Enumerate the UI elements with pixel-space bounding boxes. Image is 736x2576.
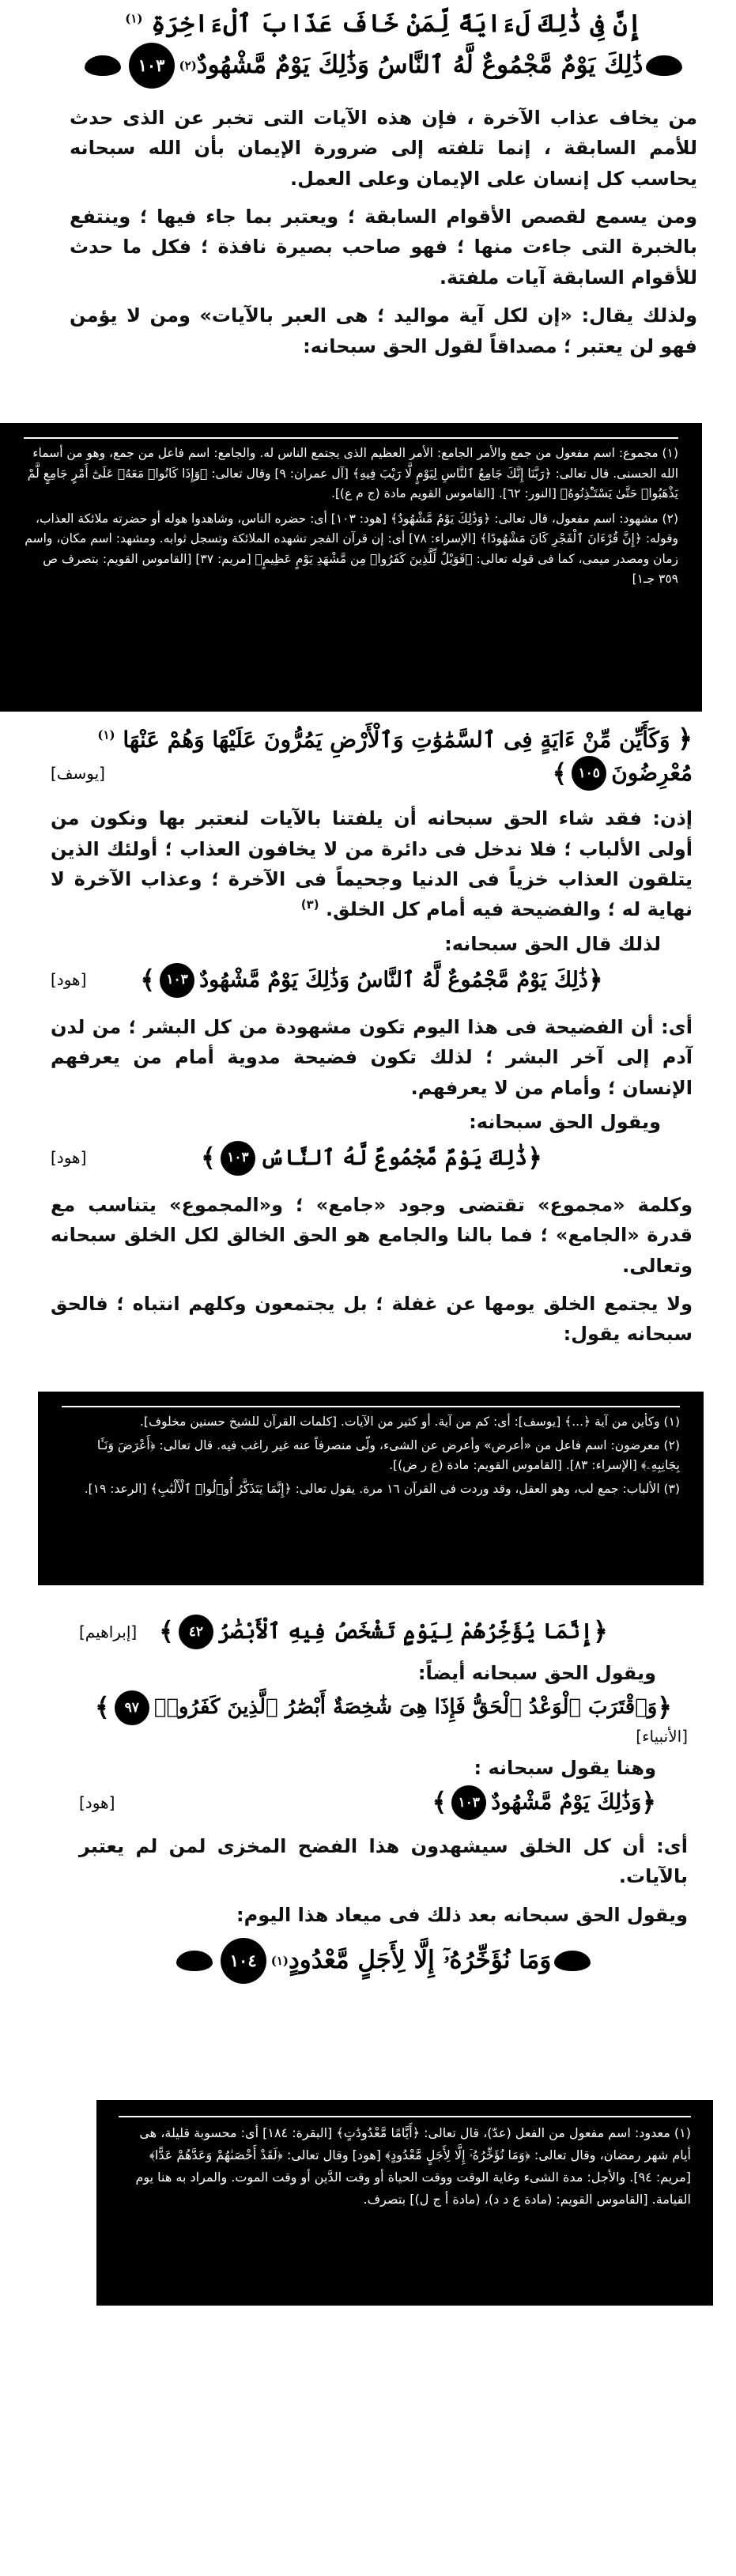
paragraph: ولا يجتمع الخلق يومها عن غفلة ؛ بل يجتمعون وكلهم انتباه ؛ فالحق سبحانه يقول: [51, 1293, 693, 1346]
verse-mid2-text: ذَٰلِكَ يَوْمٌ مَّجْمُوعٌ لَّهُ ٱلنَّاسُ [259, 1145, 528, 1170]
page-1-footnotes [0, 423, 702, 712]
verse-top-line1-text: وَكَأَيِّن مِّنْ ءَايَةٍ فِى ٱلسَّمَٰوَٰتِ وَٱلْأَرْضِ يَمُرُّونَ عَلَيْهَا وَهُمْ عَنْهَا [123, 727, 670, 753]
footnote-rule [62, 1406, 680, 1407]
verse-4-text: وَمَا نُؤَخِّرُهُۥٓ إِلَّا لِأَجَلٍ مَّعْدُودٍ [288, 1946, 552, 1975]
footnote-marker: (١) [125, 11, 143, 26]
footnote-rule [24, 437, 678, 439]
verse-3-text: وَذَٰلِكَ يَوْمٌ مَّشْهُودٌ [491, 1789, 642, 1815]
footnote-marker: (٣) [300, 897, 319, 912]
verse-1: ﴿ إِنَّمَا يُؤَخِّرُهُمْ لِيَوْمٍ تَشْخَصُ فِيهِ ٱلْأَبْصَٰرُ ٤٢ ﴾ [إبراهيم] [79, 1615, 688, 1649]
paragraph: ومن يسمع لقصص الأقوام السابقة ؛ ويعتبر بما جاء فيها ؛ وينتفع بالخبرة التى جاءت منها ؛ فهو صاحب بصيرة نافذة ؛ فكل ما حدث للأقوام السابقة آيات ملفتة. [70, 206, 697, 289]
surah-reference: [هود] [51, 1148, 87, 1168]
footnote-marker: (٢) [179, 58, 197, 73]
verse-top-line2-text: ذَٰلِكَ يَوْمٌ مَّجْمُوعٌ لَّهُ ٱلنَّاسُ وَذَٰلِكَ يَوْمٌ مَّشْهُودٌ [196, 50, 644, 79]
verse-intro: وهنا يقول سبحانه : [474, 1757, 656, 1779]
verse-mid-text: ذَٰلِكَ يَوْمٌ مَّجْمُوعٌ لَّهُ ٱلنَّاسُ وَذَٰلِكَ يَوْمٌ مَّشْهُودٌ [199, 967, 588, 992]
footnote-marker: (١) [270, 1954, 289, 1969]
paragraph-text: إذن: فقد شاء الحق سبحانه أن يلفتنا بالآيات لنعتبر بها ونكون من أولى الألباب ؛ فلا ندخل فى دائرة من لا يخافون العذاب ؛ أولئك الذين يتلقون العذاب خزياً فى الدنيا وجحيماً فى الآخرة ؛ وعذاب الآخرة لا نهاية له ؛ والفضيحة فيه أمام كل الخلق. [51, 807, 693, 921]
page-1-body [47, 0, 719, 423]
verse-2: ﴿ وَٱقْتَرَبَ ٱلْوَعْدُ ٱلْحَقُّ فَإِذَا هِىَ شَٰخِصَةٌ أَبْصَٰرُ ٱلَّذِينَ كَفَرُوا۟ ٩٧ ﴾ [79, 1690, 688, 1725]
verse-2-text: وَٱقْتَرَبَ ٱلْوَعْدُ ٱلْحَقُّ فَإِذَا هِىَ شَٰخِصَةٌ أَبْصَٰرُ ٱلَّذِينَ كَفَرُوا۟ [153, 1695, 658, 1720]
verse-3: ﴿ وَذَٰلِكَ يَوْمٌ مَّشْهُودٌ ١٠٣ ﴾ [هود] [79, 1785, 688, 1820]
surah-reference: [الأنبياء] [636, 1727, 688, 1746]
verse-top-line1: ﴿ وَكَأَيِّن مِّنْ ءَايَةٍ فِى ٱلسَّمَٰوَٰتِ وَٱلْأَرْضِ يَمُرُّونَ عَلَيْهَا وَهُمْ عَنْهَا $^{(١)}$ [97, 723, 693, 754]
verse-intro: ويقول الحق سبحانه: [469, 1110, 661, 1133]
verse-4 [79, 1938, 688, 1984]
verse-number-ornament-icon: ٩٧ [115, 1690, 149, 1725]
verse-number-ornament-icon: ١٠٤ [221, 1938, 266, 1984]
verse-number-ornament-icon: ١٠٣ [160, 963, 194, 998]
verse-number-ornament-icon: ١٠٥ [572, 756, 606, 791]
verse-intro: ويقول الحق سبحانه أيضاً: [417, 1662, 656, 1684]
page-1 [0, 0, 736, 716]
paragraph [51, 803, 693, 925]
ornament-leaf-icon [176, 1951, 213, 1971]
verse-number-ornament-icon: ١٠٣ [451, 1785, 486, 1820]
page-3 [0, 1605, 736, 2576]
ornament-leaf-icon [554, 1951, 591, 1971]
page-2-footnotes [38, 1392, 704, 1585]
footnote: (٢) مشهود: اسم مفعول، قال تعالى: ﴿وَذَٰلِكَ يَوْمٌ مَّشْهُودٌ﴾ [هود: ١٠٣] أى: حضره الناس، وشاهدوا هوله أو حضرته ملائكة العذاب، وقوله: ﴿إِنَّ قُرْءَانَ ٱلْفَجْرِ كَانَ مَشْهُودًا﴾ [الإسراء: ٧٨] أى: إن قرآن الفجر تشهده الملائكة وتسجل ثوابه. ومشهد: اسم مكان، واسم زمان ومصدر ميمى، كما فى قوله تعالى: ﴿فَوَيْلٌ لِّلَّذِينَ كَفَرُوا۟ مِن مَّشْهَدِ يَوْمٍ عَظِيمٍ﴾ [مريم: ٣٧] [القاموس القويم: بتصرف ص ٣٥٩ جـ١] [25, 511, 678, 587]
page-3-body [55, 1605, 711, 2103]
verse-1-text: إِنَّمَا يُؤَخِّرُهُمْ لِيَوْمٍ تَشْخَصُ فِيهِ ٱلْأَبْصَٰرُ [217, 1618, 594, 1644]
verse-number-ornament-icon: ١٠٣ [221, 1141, 255, 1176]
footnote: (١) وكأين من آية ﴿...﴾ [يوسف]: أى: كم من آية. أو كثير من الآيات. [كلمات القرآن للشيخ حسنين مخلوف]. [139, 1415, 680, 1429]
page-2-body [32, 716, 711, 1392]
page-3-footnotes [96, 2100, 713, 2306]
footnote: (١) مجموع: اسم مفعول من جمع والأمر الجامع: الأمر العظيم الذى يجتمع الناس له. والجامع: اسم فاعل من جمع، وهو من أسماء الله الحسنى. قال تعالى: ﴿رَبَّنَا إِنَّكَ جَامِعُ ٱلنَّاسِ لِيَوْمٍ لَّا رَيْبَ فِيهِ﴾ [آل عمران: ٩] وقال تعالى: ﴿وَإِذَا كَانُوا۟ مَعَهُۥ عَلَىٰٓ أَمْرٍ جَامِعٍ لَّمْ يَذْهَبُوا۟ حَتَّىٰ يَسْتَـْٔذِنُوهُ﴾ [النور: ٦٢]. [القاموس القويم مادة (ج م ع)]. [27, 446, 678, 501]
verse-top-line2: مُعْرِضُونَ ١٠٥ ﴾ [يوسف] [51, 756, 693, 791]
paragraph: وكلمة «مجموع» تقتضى وجود «جامع» ؛ و«المجموع» يتناسب مع قدرة «الجامع» ؛ فما بالنا والجامع هو الحق الخالق لكل الخلق سبحانه وتعالى. [51, 1193, 693, 1277]
verse-top-line2 [70, 43, 697, 89]
verse-top-line2-text: مُعْرِضُونَ [611, 760, 693, 787]
footnote-rule [119, 2116, 691, 2117]
verse-top-line1 [70, 8, 697, 41]
paragraph: من يخاف عذاب الآخرة ، فإن هذه الآيات التى تخبر عن الذى حدث للأمم السابقة ، إنما تلفته إلى ضرورة الإيمان بأن الله سبحانه يحاسب كل إنسان على الإيمان وعلى العمل. [70, 106, 697, 190]
page-2 [0, 716, 736, 1597]
paragraph: أى: أن الفضيحة فى هذا اليوم تكون مشهودة من كل البشر ؛ من لدن آدم إلى آخر البشر ؛ لذلك تكون فضيحة مدوية أمام من يعرفهم الإنسان ؛ وأمام من لا يعرفهم. [51, 1015, 693, 1099]
footnote-marker: (١) [97, 727, 115, 742]
paragraph: أى: أن كل الخلق سيشهدون هذا الفضح المخزى لمن لم يعتبر بالآيات. [79, 1835, 688, 1888]
paragraph: ولذلك يقال: «إن لكل آية مواليد ؛ هى العبر بالآيات» ومن لا يؤمن فهو لن يعتبر ؛ مصداقاً لقول الحق سبحانه: [70, 304, 697, 357]
verse-top-line1-text: إِنَّ فِى ذَٰلِكَ لَءَايَةً لِّمَنْ خَافَ عَذَابَ ٱلْءَاخِرَةِ [151, 9, 642, 38]
footnote: (١) معدود: اسم مفعول من الفعل (عدّ)، قال تعالى: ﴿أَيَّامًا مَّعْدُودَٰتٍ﴾ [البقرة: ١٨٤] أى: محسوبة قليلة، هى أيام شهر رمضان، وقال تعالى: ﴿وَمَا نُؤَخِّرُهُۥٓ إِلَّا لِأَجَلٍ مَّعْدُودٍ﴾ [هود] وقال تعالى: ﴿لَقَدْ أَحْصَىٰهُمْ وَعَدَّهُمْ عَدًّا﴾ [مريم: ٩٤]. والأجل: مدة الشىء وغاية الوقت ووقت الحياة أو وقت الدَّين أو وقت الموت. والمراد به هنا يوم القيامة. [القاموس القويم: (مادة ع د د)، (مادة أ ج ل)] بتصرف. [135, 2125, 691, 2207]
paragraph: ويقول الحق سبحانه بعد ذلك فى ميعاد هذا اليوم: [236, 1903, 688, 1926]
footnote: (٣) الألباب: جمع لب، وهو العقل، وقد وردت فى القرآن ١٦ مرة. يقول تعالى: ﴿إِنَّمَا يَتَذَكَّرُ أُو۟لُوا۟ ٱلْأَلْبَٰبِ﴾ [الرعد: ١٩]. [84, 1481, 680, 1496]
ornament-leaf-icon [85, 55, 121, 76]
surah-reference: [يوسف] [51, 763, 105, 783]
verse-mid: ﴿ ذَٰلِكَ يَوْمٌ مَّجْمُوعٌ لَّهُ ٱلنَّاسُ وَذَٰلِكَ يَوْمٌ مَّشْهُودٌ ١٠٣ ﴾ [هود] [51, 963, 693, 998]
surah-reference: [هود] [51, 970, 87, 990]
surah-reference: [إبراهيم] [79, 1622, 138, 1641]
surah-reference: [هود] [79, 1792, 115, 1812]
footnote: (٢) معرضون: اسم فاعل من «أعرض» وأعرض عن الشىء، ولّى منصرفاً عنه غير راغب فيه. قال تعالى: ﴿أَعْرَضَ وَنَـَٔا بِجَانِبِهِۦ﴾ [الإسراء: ٨٣]. [القاموس القويم: مادة (ع ر ض)]. [96, 1437, 680, 1473]
verse-mid2: ﴿ ذَٰلِكَ يَوْمٌ مَّجْمُوعٌ لَّهُ ٱلنَّاسُ ١٠٣ ﴾ [هود] [51, 1141, 693, 1176]
verse-number-ornament-icon: ٤٢ [179, 1615, 213, 1649]
ornament-leaf-icon [646, 55, 682, 76]
verse-intro: لذلك قال الحق سبحانه: [444, 932, 661, 955]
verse-number-ornament-icon: ١٠٣ [129, 43, 175, 89]
